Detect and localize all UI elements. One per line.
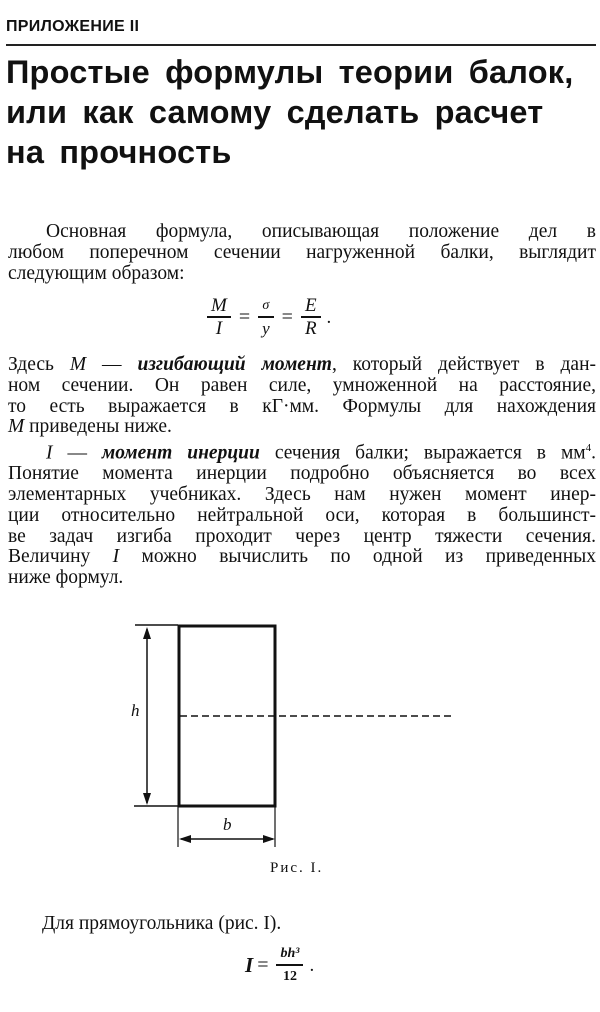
text-line: следующим образом: [8,262,185,284]
term-bending-moment: изгибающий момент [137,354,332,375]
period: . [326,306,332,328]
variable-m: M [8,416,25,438]
title-line: Простые формулы теории балок, [6,54,574,90]
text: Величину [8,546,113,568]
numerator: bh³ [280,946,300,961]
text: можно вычислить по одной из приведенных [119,546,596,568]
fraction-sigma-over-y [258,296,274,340]
arrow-right-icon [263,835,275,843]
fraction-e-over-r [301,296,321,340]
arrow-left-icon [179,835,191,843]
numerator: E [304,295,317,316]
main-formula [203,296,331,340]
text-line [8,355,596,376]
variable-m: M [69,354,87,375]
text-line: то есть выражается в кГ·мм. Формулы для нахождения [8,395,596,417]
rectangle-diagram [110,615,480,860]
numerator: M [211,295,227,316]
variable-i: I [46,442,53,464]
arrow-up-icon [143,627,151,639]
text-line: элементарных учебниках. Здесь нам нужен момент инер- [8,484,596,506]
title-line: на прочность [6,134,232,170]
dash: — [52,442,102,464]
text-line: ниже формул. [8,567,124,589]
text-line: ном сечении. Он равен силе, умноженной на расстояние, [8,374,596,396]
arrow-down-icon [143,793,151,805]
denominator: I [215,317,223,339]
height-label: h [131,701,140,720]
text-line [8,417,596,438]
figure-caption: Рис. I. [270,860,324,876]
dash: — [86,354,138,375]
variable-i: I [112,546,120,568]
denominator: y [262,318,270,338]
equals-sign: = [257,954,269,977]
text-line: Для прямоугольника (рис. I). [42,913,282,934]
text: . [591,442,596,464]
intro-paragraph [8,222,596,284]
fraction-m-over-i [207,296,231,340]
term-moment-of-inertia: момент инерции [101,442,260,464]
rectangle-heading [42,914,442,935]
fraction-bh3-over-12 [276,944,303,988]
text: , который действует в дан- [331,354,596,375]
text: Здесь [8,354,70,375]
equals-sign: = [281,306,293,329]
inertia-paragraph [8,438,596,589]
title-line: или как самому сделать расчет [6,94,544,130]
text-line [8,438,596,464]
superscript: 4 [585,442,592,454]
text: сечения балки; выражается в мм [259,442,586,464]
appendix-label: ПРИЛОЖЕНИЕ II [6,18,140,35]
text-line: Понятие момента инерции подробно объясняется во всех [8,463,596,485]
figure-rectangle-section [110,615,480,860]
text-line [8,547,596,568]
text-line: ции относительно нейтральной оси, которая в большинст- [8,504,596,526]
text: приведены ниже. [24,416,172,438]
text-line: ве задач изгиба проходит через центр тяжести сечения. [8,525,596,547]
chapter-title [6,52,600,172]
text-line: любом поперечном сечении нагруженной балки, выглядит [8,241,596,263]
moment-paragraph [8,355,596,438]
numerator: σ [262,298,270,313]
width-label: b [223,815,232,834]
period: . [309,954,315,976]
text-line: Основная формула, описывающая положение дел в [46,221,596,242]
denominator: R [304,317,317,339]
denominator: 12 [282,968,297,984]
equals-sign: = [238,306,251,329]
variable-i: I [245,953,254,978]
rectangle-inertia-formula [245,944,314,988]
header-rule [6,44,596,46]
